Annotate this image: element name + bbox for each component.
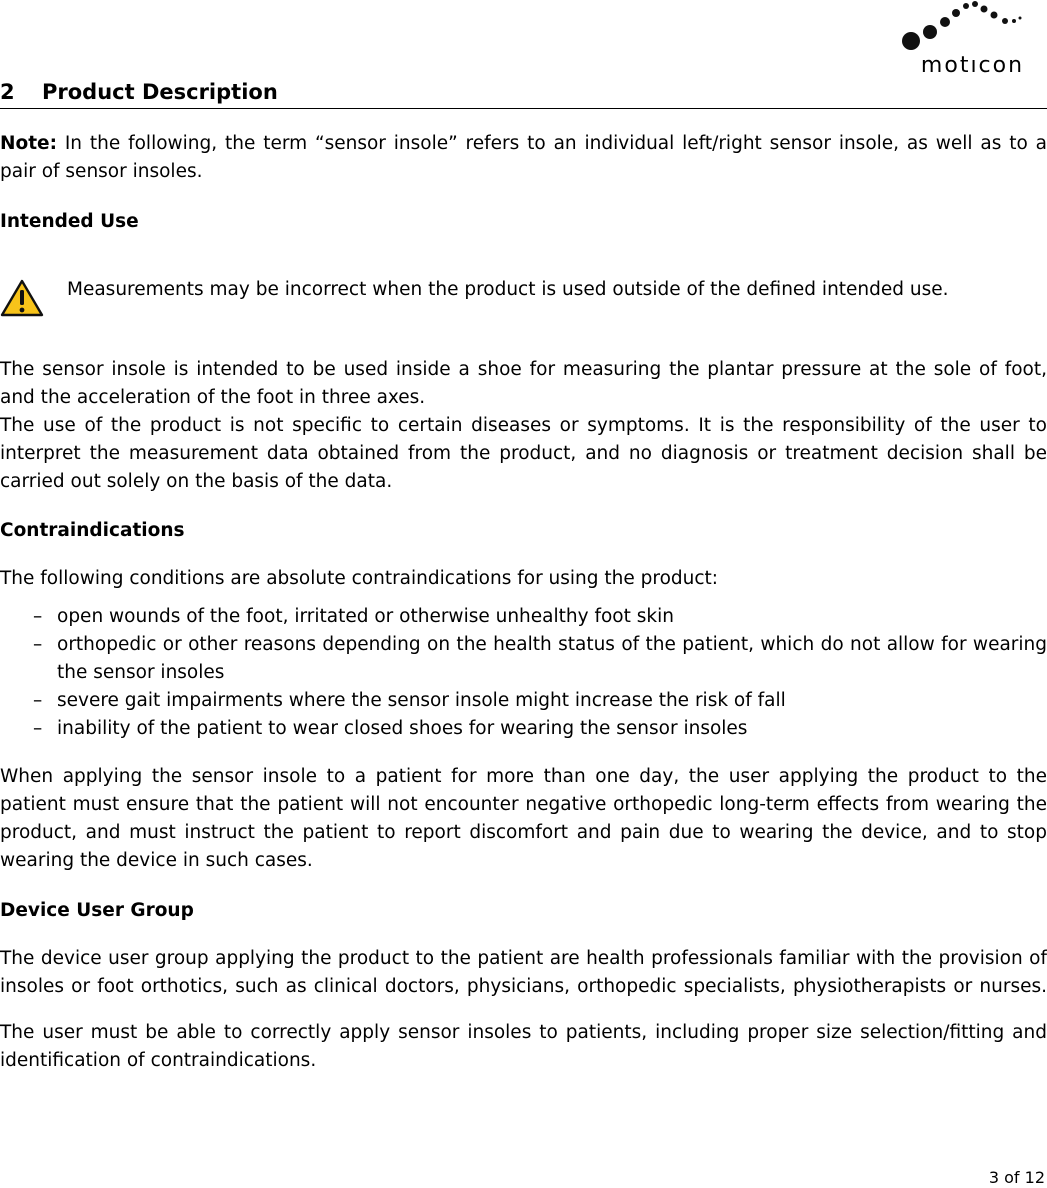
list-item: – open wounds of the foot, irritated or otherwise unhealthy foot skin xyxy=(0,603,1047,631)
warning-icon xyxy=(0,279,44,317)
contraindications-list xyxy=(0,603,1047,743)
note-paragraph: Note: In the following, the term “sensor insole” refers to an individual left/right sensor insole, as well as to a pair of sensor insoles. xyxy=(0,133,1047,182)
page-number: 3 of 12 xyxy=(988,1168,1045,1187)
intended-use-heading: Intended Use xyxy=(0,211,139,232)
list-item: – inability of the patient to wear closed shoes for wearing the sensor insoles xyxy=(0,715,1047,743)
warning-text: Measurements may be incorrect when the product is used outside of the defined intended use. xyxy=(67,279,949,300)
device-user-group-paragraph-1: The device user group applying the product to the patient are health professionals familiar with the provision of insoles or foot orthotics, such as clinical doctors, physicians, orthopedic specialists, physiotherapists or nurses. xyxy=(0,948,1047,997)
device-user-group-paragraph-2: The user must be able to correctly apply sensor insoles to patients, including proper size selection/fitting and identification of contraindications. xyxy=(0,1022,1047,1071)
section-title: Product Description xyxy=(42,80,278,104)
motion-logo xyxy=(898,0,1047,80)
device-user-group-heading: Device User Group xyxy=(0,900,194,921)
section-number: 2 xyxy=(0,80,15,104)
section-heading xyxy=(0,76,1047,109)
contraindications-intro: The following conditions are absolute contraindications for using the product: xyxy=(0,568,719,589)
list-item: – severe gait impairments where the sensor insole might increase the risk of fall xyxy=(0,687,1047,715)
contraindications-heading: Contraindications xyxy=(0,520,185,541)
logo-wordmark: motıcon xyxy=(920,53,1025,78)
note-label: Note: xyxy=(0,133,57,154)
logo-dots-icon xyxy=(898,0,1047,52)
intended-use-paragraph: The sensor insole is intended to be used inside a shoe for measuring the plantar pressure at the sole of foot, and the acceleration of the foot in three axes. The use of the product is not specific to certain diseases or symptoms. It is the responsibility of the user to interpret the measurement data obtained from the product, and no diagnosis or treatment decision shall be carried out solely on the basis of the data. xyxy=(0,359,1047,492)
contraindications-paragraph: When applying the sensor insole to a patient for more than one day, the user applying the product to the patient must ensure that the patient will not encounter negative orthopedic long-term effects from wearing the product, and must instruct the patient to report discomfort and pain due to wearing the device, and to stop wearing the device in such cases. xyxy=(0,766,1047,871)
list-item: – orthopedic or other reasons depending on the health status of the patient, which do not allow for wearing the sensor insoles xyxy=(0,631,1047,687)
